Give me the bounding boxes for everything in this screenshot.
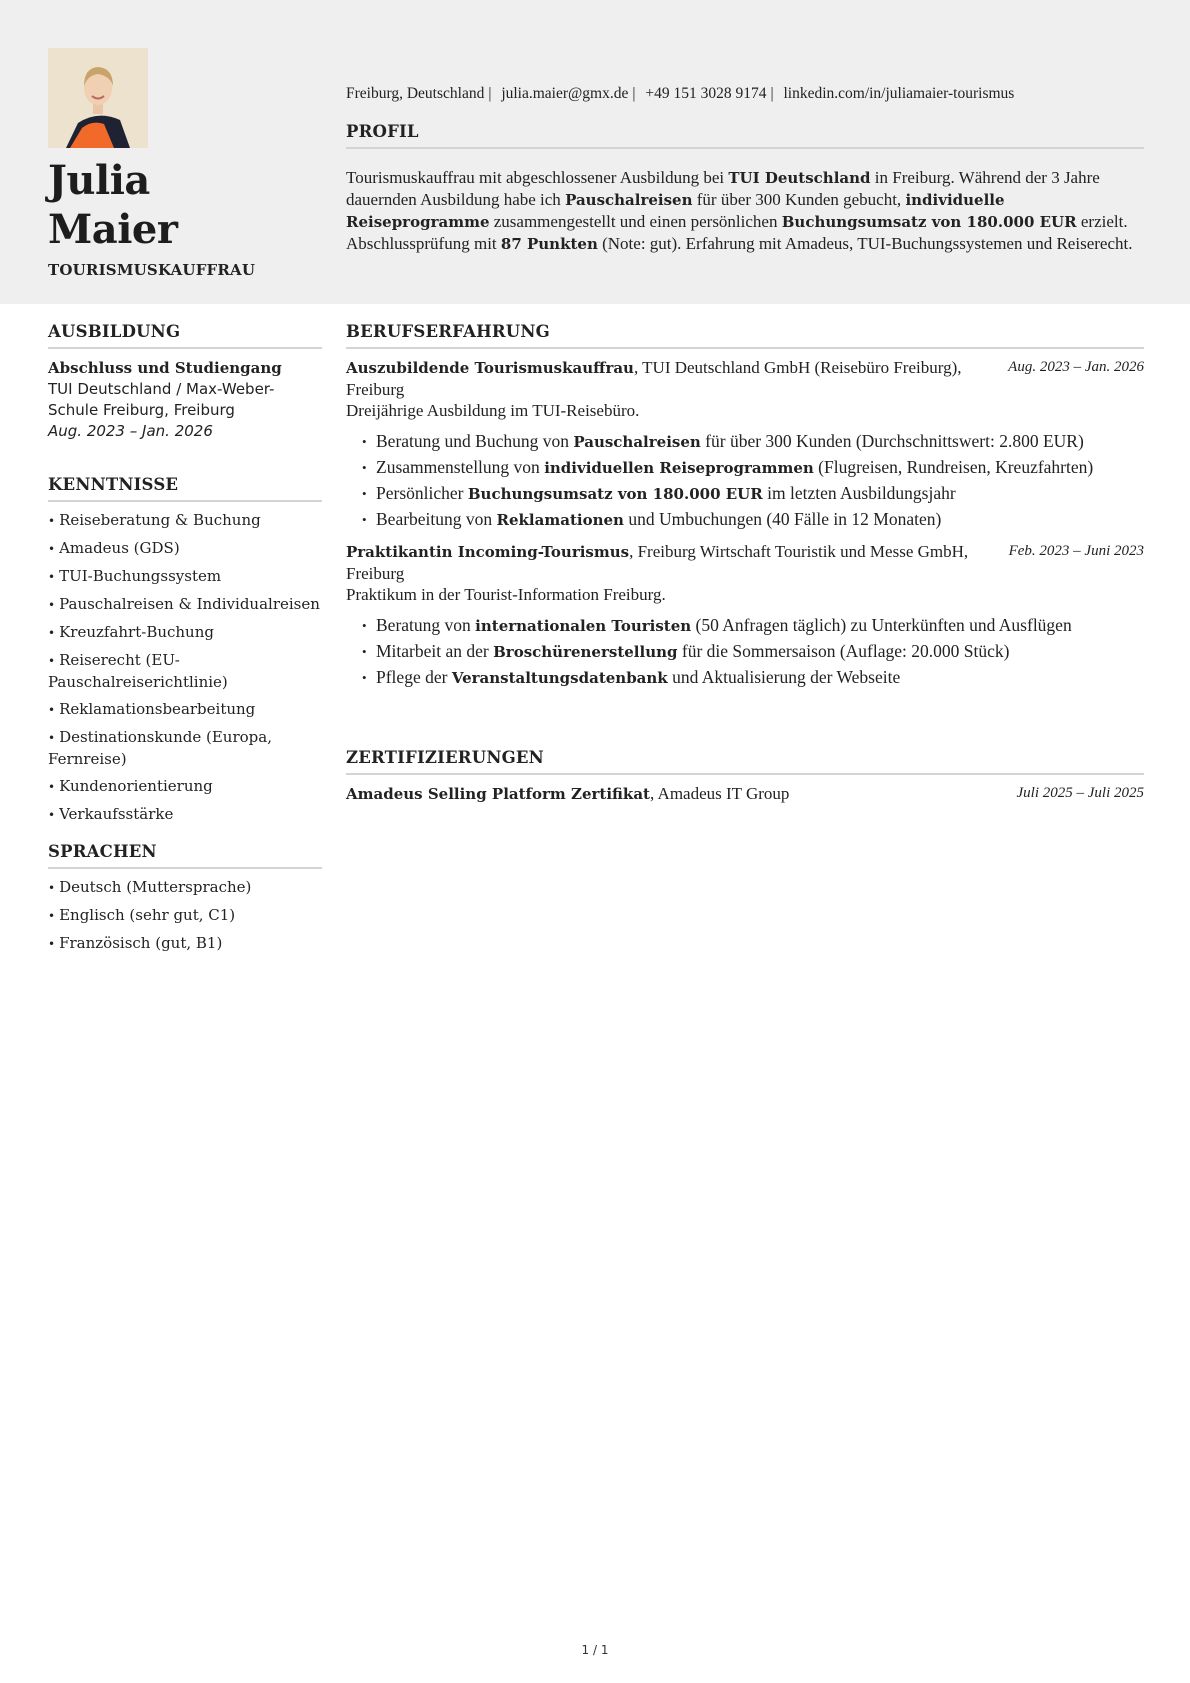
skill-label: Amadeus (GDS): [59, 539, 180, 557]
bold-text: 87 Punkten: [500, 235, 598, 253]
text-segment: im letzten Ausbildungsjahr: [762, 483, 956, 503]
language-item: [48, 933, 322, 955]
job-date: Aug. 2023 – Jan. 2026: [1008, 359, 1144, 375]
skill-item: [48, 622, 322, 644]
skill-item: [48, 510, 322, 532]
profil-text: [346, 167, 1144, 255]
job-company: , Freiburg Wirtschaft Touristik und Messe GmbH, Freiburg: [346, 542, 969, 583]
ausbildung-section: [48, 322, 322, 442]
bullet-icon: •: [48, 542, 56, 556]
contact-email[interactable]: julia.maier@gmx.de: [501, 85, 629, 102]
profil-section: [346, 122, 1144, 255]
text-segment: Bearbeitung von: [376, 509, 497, 529]
separator: |: [488, 85, 492, 102]
job-entry: [346, 541, 1144, 689]
text-segment: Pflege der: [376, 667, 452, 687]
bold-text: internationalen Touristen: [475, 617, 692, 635]
skill-label: Kundenorientierung: [59, 777, 213, 795]
section-title-kenntnisse: KENNTNISSE: [48, 475, 322, 502]
cert-name: Amadeus Selling Platform Zertifikat: [346, 785, 650, 803]
bullet-icon: •: [48, 654, 56, 668]
text-segment: für über 300 Kunden (Durchschnittswert: 2.800 EUR): [700, 431, 1084, 451]
bullet-icon: •: [48, 909, 56, 923]
job-bullets: [346, 615, 1144, 689]
job-bullet: [362, 615, 1144, 637]
text-segment: in Freiburg. Während der 3 Jahre dauernden Ausbildung habe ich: [346, 168, 1100, 209]
skill-label: Verkaufsstärke: [59, 805, 174, 823]
language-label: Englisch (sehr gut, C1): [59, 906, 236, 924]
job-description: Dreijährige Ausbildung im TUI-Reisebüro.: [346, 401, 640, 420]
text-segment: zusammengestellt und einen persönlichen: [489, 212, 782, 231]
job-bullet: [362, 641, 1144, 663]
contact-location: Freiburg, Deutschland: [346, 85, 485, 102]
bold-text: Pauschalreisen: [565, 191, 693, 209]
text-segment: erzielt. Abschlussprüfung mit: [346, 212, 1128, 253]
text-segment: (Flugreisen, Rundreisen, Kreuzfahrten): [813, 457, 1094, 477]
skill-label: Reiseberatung & Buchung: [59, 511, 261, 529]
text-segment: für über 300 Kunden gebucht,: [692, 190, 906, 209]
job-bullet: [362, 457, 1144, 479]
section-title-berufserfahrung: BERUFSERFAHRUNG: [346, 322, 1144, 349]
text-segment: Beratung von: [376, 615, 476, 635]
section-title-ausbildung: AUSBILDUNG: [48, 322, 322, 349]
language-item: [48, 877, 322, 899]
skill-label: Reiserecht (EU-Pauschalreiserichtlinie): [48, 651, 228, 691]
separator: |: [632, 85, 636, 102]
skill-item: [48, 594, 322, 616]
profile-photo: [48, 48, 148, 148]
bullet-icon: •: [48, 780, 56, 794]
job-bullet: [362, 431, 1144, 453]
bullet-icon: •: [48, 937, 56, 951]
text-segment: und Umbuchungen (40 Fälle in 12 Monaten): [623, 509, 942, 529]
cert-date: Juli 2025 – Juli 2025: [1016, 785, 1144, 801]
bold-text: Broschürenerstellung: [493, 643, 678, 661]
bullet-icon: •: [48, 881, 56, 895]
berufserfahrung-section: [346, 322, 1144, 693]
text-segment: Tourismuskauffrau mit abgeschlossener Ausbildung bei: [346, 168, 729, 187]
bold-text: Veranstaltungsdatenbank: [451, 669, 668, 687]
bullet-icon: •: [48, 731, 56, 745]
text-segment: Beratung und Buchung von: [376, 431, 574, 451]
job-position: Auszubildende Tourismuskauffrau: [346, 359, 634, 377]
certification-entry: [346, 783, 1144, 805]
language-label: Deutsch (Muttersprache): [59, 878, 252, 896]
bold-text: Reklamationen: [496, 511, 624, 529]
text-segment: (Note: gut). Erfahrung mit Amadeus, TUI-Buchungssystemen und Reiserecht.: [597, 234, 1133, 253]
bold-text: individuelle Reiseprogramme: [346, 191, 1005, 231]
skill-item: [48, 727, 322, 770]
language-label: Französisch (gut, B1): [59, 934, 223, 952]
bullet-icon: •: [48, 626, 56, 640]
skill-label: Pauschalreisen & Individualreisen: [59, 595, 320, 613]
text-segment: Mitarbeit an der: [376, 641, 494, 661]
person-photo-icon: [48, 48, 148, 148]
text-segment: für die Sommersaison (Auflage: 20.000 Stück): [677, 641, 1010, 661]
job-title: TOURISMUSKAUFFRAU: [48, 261, 256, 279]
skill-item: [48, 699, 322, 721]
certifications-list: [346, 783, 1144, 805]
edu-date: Aug. 2023 – Jan. 2026: [48, 422, 213, 440]
job-bullets: [346, 431, 1144, 531]
job-company: , TUI Deutschland GmbH (Reisebüro Freiburg), Freiburg: [346, 358, 962, 399]
candidate-name: [48, 156, 177, 254]
job-bullet: [362, 667, 1144, 689]
bullet-icon: •: [48, 598, 56, 612]
skill-label: TUI-Buchungssystem: [59, 567, 222, 585]
kenntnisse-section: [48, 475, 322, 832]
first-name: Julia: [48, 157, 150, 204]
bullet-icon: •: [48, 808, 56, 822]
job-position: Praktikantin Incoming-Tourismus: [346, 543, 630, 561]
contact-line: [346, 85, 1014, 103]
bold-text: Buchungsumsatz von 180.000 EUR: [781, 213, 1077, 231]
bold-text: Buchungsumsatz von 180.000 EUR: [467, 485, 763, 503]
skill-label: Destinationskunde (Europa, Fernreise): [48, 728, 272, 768]
section-title-profil: PROFIL: [346, 122, 1144, 149]
skill-item: [48, 804, 322, 826]
job-entry: [346, 357, 1144, 531]
text-segment: und Aktualisierung der Webseite: [667, 667, 901, 687]
text-segment: Persönlicher: [376, 483, 468, 503]
section-title-zertifizierungen: ZERTIFIZIERUNGEN: [346, 748, 1144, 775]
job-bullet: [362, 483, 1144, 505]
text-segment: (50 Anfragen täglich) zu Unterkünften und Ausflügen: [691, 615, 1072, 635]
bullet-icon: •: [48, 570, 56, 584]
bullet-icon: •: [48, 514, 56, 528]
separator: |: [770, 85, 774, 102]
skill-label: Reklamationsbearbeitung: [59, 700, 256, 718]
zertifizierungen-section: [346, 748, 1144, 805]
bold-text: TUI Deutschland: [728, 169, 871, 187]
job-bullet: [362, 509, 1144, 531]
section-title-sprachen: SPRACHEN: [48, 842, 322, 869]
cert-issuer: , Amadeus IT Group: [649, 784, 790, 803]
languages-list: [48, 877, 322, 955]
contact-linkedin[interactable]: linkedin.com/in/juliamaier-tourismus: [783, 85, 1015, 102]
sprachen-section: [48, 842, 322, 961]
contact-phone[interactable]: +49 151 3028 9174: [645, 85, 767, 102]
bullet-icon: •: [48, 703, 56, 717]
skill-label: Kreuzfahrt-Buchung: [59, 623, 214, 641]
bold-text: individuellen Reiseprogrammen: [544, 459, 814, 477]
language-item: [48, 905, 322, 927]
last-name: Maier: [48, 206, 178, 253]
text-segment: Zusammenstellung von: [376, 457, 545, 477]
edu-degree: Abschluss und Studiengang: [48, 359, 282, 377]
job-date: Feb. 2023 – Juni 2023: [1008, 543, 1144, 559]
skill-item: [48, 566, 322, 588]
bold-text: Pauschalreisen: [573, 433, 701, 451]
job-description: Praktikum in der Tourist-Information Freiburg.: [346, 585, 666, 604]
skill-item: [48, 538, 322, 560]
header-band: [0, 0, 1190, 304]
skills-list: [48, 510, 322, 826]
skill-item: [48, 776, 322, 798]
skill-item: [48, 650, 322, 693]
edu-institution: TUI Deutschland / Max-Weber-Schule Freiburg, Freiburg: [48, 380, 275, 419]
page-indicator: 1 / 1: [581, 1643, 609, 1657]
jobs-list: [346, 357, 1144, 689]
